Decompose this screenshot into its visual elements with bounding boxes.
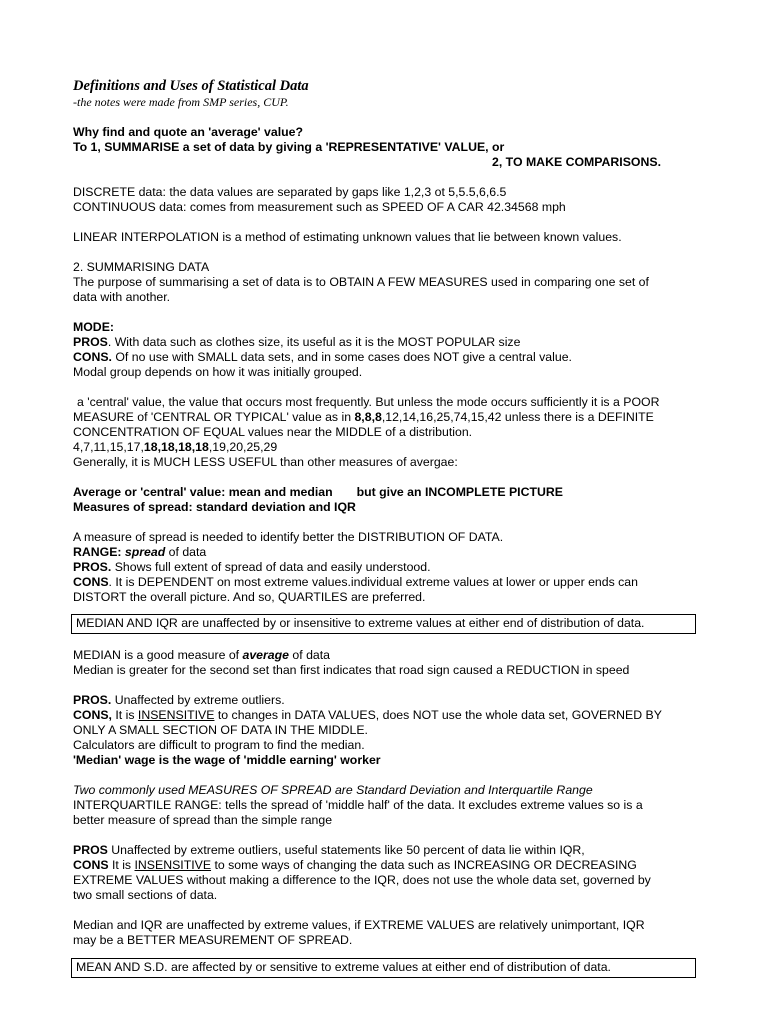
cons-label: CONS: [73, 575, 109, 589]
iqr-pros-text: Unaffected by extreme outliers, useful statements like 50 percent of data lie within IQR,: [107, 843, 585, 857]
continuous-definition: CONTINUOUS data: comes from measurement such as SPEED OF A CAR 42.34568 mph: [73, 200, 566, 214]
median-iqr-callout-text: MEDIAN AND IQR are unaffected by or insensitive to extreme values at either end of distribution of data.: [76, 616, 645, 630]
mode-c2-rest: ,12,14,16,25,74,15,42 unless there is a DEFINITE: [381, 410, 654, 424]
iqr-insensitive: INSENSITIVE: [134, 858, 212, 872]
mode-c2-text: MEASURE of 'CENTRAL OR TYPICAL' value as in: [73, 410, 355, 424]
mode-cons: [73, 350, 698, 365]
mode-central-line-2: [73, 410, 698, 425]
mean-sd-callout-text: MEAN AND S.D. are affected by or sensitive to extreme values at either end of distribution of data.: [76, 960, 611, 974]
median-cons-text: It is: [111, 708, 138, 722]
iqr-definition-2: better measure of spread than the simple range: [73, 813, 333, 827]
incomplete-picture-text: but give an INCOMPLETE PICTURE: [356, 485, 563, 499]
pros-label: PROS.: [73, 693, 112, 707]
range-cons-line-2: DISTORT the overall picture. And so, QUARTILES are preferred.: [73, 590, 426, 604]
median-measure-em: average: [242, 648, 289, 662]
modal-group: Modal group depends on how it was initially grouped.: [73, 365, 363, 379]
mode-cons-text: Of no use with SMALL data sets, and in some cases does NOT give a central value.: [111, 350, 572, 364]
mode-central-line-4: [73, 440, 698, 455]
average-question: Why find and quote an 'average' value?: [73, 125, 303, 139]
range-label: RANGE:: [73, 545, 125, 559]
mode-c4-rest: ,19,20,25,29: [208, 440, 278, 454]
median-measure-text: MEDIAN is a good measure of: [73, 648, 243, 662]
range-rest: of data: [165, 545, 207, 559]
median-measure-rest: of data: [289, 648, 331, 662]
average-measures-line: [73, 485, 698, 500]
mean-sd-callout-box: [71, 958, 696, 978]
spread-measures-italic: Two commonly used MEASURES OF SPREAD are Standard Deviation and Interquartile Range: [73, 783, 593, 797]
mode-c2-bold: 8,8,8: [354, 410, 382, 424]
document-subtitle: -the notes were made from SMP series, CUP.: [73, 95, 289, 109]
median-calculators: Calculators are difficult to program to find the median.: [73, 738, 365, 752]
mode-heading: MODE:: [73, 320, 114, 334]
average-measures-text: Average or 'central' value: mean and median: [73, 485, 333, 499]
average-reason-2: 2, TO MAKE COMPARISONS.: [492, 155, 661, 169]
cons-label: CONS.: [73, 350, 112, 364]
mode-c4-bold: 18,18,18,18: [143, 440, 209, 454]
median-iqr-summary-2: may be a BETTER MEASUREMENT OF SPREAD.: [73, 933, 353, 947]
mode-c4-text: 4,7,11,15,17,: [73, 440, 144, 454]
iqr-definition-1: INTERQUARTILE RANGE: tells the spread of 'middle half' of the data. It excludes extreme values so is a: [73, 798, 643, 812]
median-iqr-callout-box: [71, 614, 696, 634]
document-page: [73, 78, 698, 978]
summarising-heading: 2. SUMMARISING DATA: [73, 260, 210, 274]
document-title: Definitions and Uses of Statistical Data: [73, 78, 309, 94]
pros-label: PROS.: [73, 560, 112, 574]
median-cons: [73, 708, 698, 723]
mode-pros: [73, 335, 698, 350]
range-heading: [73, 545, 698, 560]
mode-central-line-5: Generally, it is MUCH LESS USEFUL than other measures of avergae:: [73, 455, 458, 469]
pros-label: PROS: [73, 843, 108, 857]
range-pros: [73, 560, 698, 575]
range-cons: [73, 575, 698, 590]
median-cons-line-2: ONLY A SMALL SECTION OF DATA IN THE MIDDLE.: [73, 723, 368, 737]
mode-central-line-3: CONCENTRATION OF EQUAL values near the MIDDLE of a distribution.: [73, 425, 473, 439]
iqr-cons-line-3: two small sections of data.: [73, 888, 218, 902]
summarising-line-1: The purpose of summarising a set of data is to OBTAIN A FEW MEASURES used in comparing one set of: [73, 275, 649, 289]
summarising-line-2: data with another.: [73, 290, 171, 304]
median-measure: [73, 648, 698, 663]
iqr-pros: [73, 843, 698, 858]
median-iqr-summary-1: Median and IQR are unaffected by extreme values, if EXTREME VALUES are relatively unimportant, IQR: [73, 918, 645, 932]
range-pros-text: Shows full extent of spread of data and easily understood.: [111, 560, 431, 574]
mode-central-line-1: a 'central' value, the value that occurs most frequently. But unless the mode occurs sufficiently it is a POOR: [77, 395, 660, 409]
median-road-sign: Median is greater for the second set than first indicates that road sign caused a REDUCTION in speed: [73, 663, 630, 677]
median-insensitive: INSENSITIVE: [137, 708, 215, 722]
median-cons-rest: to changes in DATA VALUES, does NOT use the whole data set, GOVERNED BY: [214, 708, 662, 722]
median-pros: [73, 693, 698, 708]
median-pros-text: Unaffected by extreme outliers.: [111, 693, 285, 707]
mode-pros-text: . With data such as clothes size, its useful as it is the MOST POPULAR size: [107, 335, 521, 349]
discrete-definition: DISCRETE data: the data values are separated by gaps like 1,2,3 ot 5,5.5,6,6.5: [73, 185, 507, 199]
average-reason-1: To 1, SUMMARISE a set of data by giving a 'REPRESENTATIVE' VALUE, or: [73, 140, 505, 154]
range-em: spread: [124, 545, 166, 559]
spread-intro: A measure of spread is needed to identify better the DISTRIBUTION OF DATA.: [73, 530, 504, 544]
spread-measures-line: Measures of spread: standard deviation and IQR: [73, 500, 356, 514]
iqr-cons-rest: to some ways of changing the data such as INCREASING OR DECREASING: [211, 858, 637, 872]
range-cons-text: . It is DEPENDENT on most extreme values.individual extreme values at lower or upper ends can: [108, 575, 638, 589]
iqr-cons: [73, 858, 698, 873]
linear-interpolation: LINEAR INTERPOLATION is a method of estimating unknown values that lie between known values.: [73, 230, 622, 244]
cons-label: CONS: [73, 858, 109, 872]
iqr-cons-line-2: EXTREME VALUES without making a difference to the IQR, does not use the whole data set, governed by: [73, 873, 651, 887]
iqr-cons-text: It is: [108, 858, 135, 872]
cons-label: CONS,: [73, 708, 112, 722]
median-wage: 'Median' wage is the wage of 'middle earning' worker: [73, 753, 381, 767]
pros-label: PROS: [73, 335, 108, 349]
